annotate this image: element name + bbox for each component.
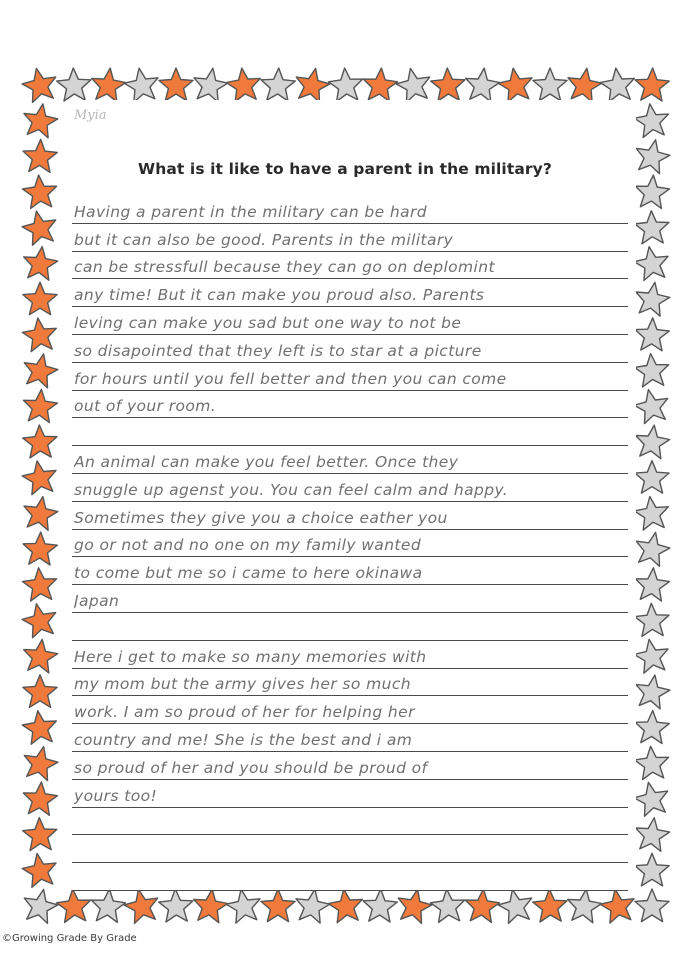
ruled-line bbox=[72, 335, 628, 363]
orange-star-icon bbox=[23, 532, 57, 565]
orange-star-icon bbox=[431, 68, 465, 101]
page-title: What is it like to have a parent in the military? bbox=[138, 160, 552, 178]
gray-star-icon bbox=[636, 425, 670, 459]
ruled-line bbox=[72, 252, 628, 280]
orange-star-icon bbox=[296, 68, 330, 102]
handwritten-text: Japan bbox=[74, 591, 120, 610]
handwritten-text: Having a parent in the military can be hard bbox=[74, 202, 428, 221]
orange-star-icon bbox=[23, 175, 57, 208]
gray-star-icon bbox=[329, 68, 363, 101]
ruled-line bbox=[72, 224, 628, 252]
ruled-line bbox=[72, 418, 628, 446]
handwritten-text: out of your room. bbox=[74, 397, 217, 416]
gray-star-icon bbox=[261, 68, 295, 101]
orange-star-icon bbox=[498, 68, 532, 102]
ruled-line bbox=[72, 502, 628, 530]
gray-star-icon bbox=[635, 568, 669, 601]
orange-star-icon bbox=[226, 68, 260, 102]
gray-star-icon bbox=[498, 889, 532, 923]
gray-star-icon bbox=[600, 68, 634, 102]
handwritten-text: snuggle up agenst you. You can feel calm and happy. bbox=[74, 480, 509, 499]
orange-star-icon bbox=[24, 639, 58, 673]
orange-star-icon bbox=[398, 889, 432, 923]
handwritten-text: for hours until you fell better and then you can come bbox=[74, 369, 507, 388]
handwritten-text: Sometimes they give you a choice eather you bbox=[74, 508, 448, 527]
gray-star-icon bbox=[57, 68, 91, 101]
orange-star-icon bbox=[635, 68, 669, 101]
ruled-line bbox=[72, 307, 628, 335]
writer-name: Myia bbox=[74, 108, 107, 123]
ruled-line bbox=[72, 835, 628, 863]
gray-star-icon bbox=[635, 175, 669, 208]
ruled-line bbox=[72, 363, 628, 391]
gray-star-icon bbox=[634, 247, 668, 281]
handwritten-text: go or not and no one on my family wanted bbox=[74, 536, 422, 555]
orange-star-icon bbox=[22, 318, 56, 352]
gray-star-icon bbox=[634, 497, 668, 531]
orange-star-icon bbox=[23, 282, 57, 315]
orange-star-icon bbox=[22, 461, 56, 495]
ruled-line bbox=[72, 585, 628, 613]
orange-star-icon bbox=[24, 247, 58, 281]
gray-star-icon bbox=[636, 818, 670, 852]
orange-star-icon bbox=[23, 782, 57, 815]
gray-star-icon bbox=[91, 889, 125, 922]
gray-star-icon bbox=[635, 354, 669, 387]
orange-star-icon bbox=[261, 889, 295, 922]
gray-star-icon bbox=[636, 532, 670, 566]
gray-star-icon bbox=[159, 889, 193, 922]
orange-star-icon bbox=[600, 889, 634, 923]
orange-star-icon bbox=[328, 889, 362, 923]
orange-star-icon bbox=[23, 675, 57, 708]
ruled-line bbox=[72, 557, 628, 585]
orange-star-icon bbox=[22, 854, 56, 888]
ruled-line bbox=[72, 391, 628, 419]
handwritten-text: to come but me so i came to here okinawa bbox=[74, 564, 423, 583]
orange-star-icon bbox=[465, 889, 499, 922]
gray-star-icon bbox=[635, 603, 669, 636]
gray-star-icon bbox=[635, 746, 669, 779]
handwritten-text: my mom but the army gives her so much bbox=[74, 675, 411, 694]
orange-star-icon bbox=[22, 604, 56, 638]
gray-star-icon bbox=[636, 675, 670, 709]
ruled-line bbox=[72, 474, 628, 502]
ruled-line bbox=[72, 279, 628, 307]
gray-star-icon bbox=[226, 889, 260, 923]
gray-star-icon bbox=[296, 889, 330, 923]
orange-star-icon bbox=[568, 68, 602, 102]
orange-star-icon bbox=[24, 747, 58, 781]
ruled-line bbox=[72, 724, 628, 752]
gray-star-icon bbox=[635, 889, 669, 922]
handwritten-text: leving can make you sad but one way to not be bbox=[74, 313, 462, 332]
orange-star-icon bbox=[363, 68, 397, 101]
orange-star-icon bbox=[57, 889, 91, 922]
gray-star-icon bbox=[533, 68, 567, 101]
ruled-line bbox=[72, 780, 628, 808]
ruled-line bbox=[72, 530, 628, 558]
handwritten-text: An animal can make you feel better. Once they bbox=[74, 452, 459, 471]
orange-star-icon bbox=[23, 568, 57, 601]
handwritten-text: yours too! bbox=[74, 786, 158, 805]
ruled-line bbox=[72, 696, 628, 724]
gray-star-icon bbox=[634, 390, 668, 424]
handwritten-text: but it can also be good. Parents in the military bbox=[74, 230, 454, 249]
orange-star-icon bbox=[24, 104, 58, 138]
orange-star-icon bbox=[22, 211, 56, 245]
handwritten-text: country and me! She is the best and i am bbox=[74, 730, 413, 749]
gray-star-icon bbox=[24, 889, 58, 923]
gray-star-icon bbox=[396, 68, 430, 102]
gray-star-icon bbox=[634, 782, 668, 816]
gray-star-icon bbox=[466, 68, 500, 102]
gray-star-icon bbox=[634, 639, 668, 673]
orange-star-icon bbox=[22, 68, 56, 102]
ruled-lines bbox=[72, 196, 628, 891]
orange-star-icon bbox=[23, 425, 57, 458]
gray-star-icon bbox=[635, 853, 669, 886]
orange-star-icon bbox=[194, 889, 228, 923]
gray-star-icon bbox=[635, 318, 669, 351]
orange-star-icon bbox=[24, 354, 58, 388]
orange-star-icon bbox=[23, 389, 57, 422]
gray-star-icon bbox=[363, 889, 397, 922]
ruled-line bbox=[72, 669, 628, 697]
gray-star-icon bbox=[194, 68, 228, 102]
handwritten-text: work. I am so proud of her for helping her bbox=[74, 703, 415, 722]
ruled-line bbox=[72, 613, 628, 641]
orange-star-icon bbox=[23, 818, 57, 851]
ruled-line bbox=[72, 808, 628, 836]
handwritten-text: can be stressfull because they can go on deplomint bbox=[74, 258, 495, 277]
gray-star-icon bbox=[634, 104, 668, 138]
handwritten-text: any time! But it can make you proud also. Parents bbox=[74, 286, 485, 305]
ruled-line bbox=[72, 196, 628, 224]
handwritten-text: so proud of her and you should be proud of bbox=[74, 758, 428, 777]
gray-star-icon bbox=[568, 889, 602, 923]
ruled-line bbox=[72, 446, 628, 474]
orange-star-icon bbox=[159, 68, 193, 101]
copyright-footer: ©Growing Grade By Grade bbox=[2, 933, 137, 944]
orange-star-icon bbox=[22, 711, 56, 745]
ruled-line bbox=[72, 641, 628, 669]
gray-star-icon bbox=[635, 211, 669, 244]
orange-star-icon bbox=[124, 889, 158, 923]
orange-star-icon bbox=[24, 497, 58, 531]
gray-star-icon bbox=[635, 461, 669, 494]
orange-star-icon bbox=[533, 889, 567, 922]
gray-star-icon bbox=[431, 889, 465, 922]
gray-star-icon bbox=[124, 68, 158, 102]
ruled-line bbox=[72, 752, 628, 780]
gray-star-icon bbox=[635, 711, 669, 744]
handwritten-text: so disapointed that they left is to star at a picture bbox=[74, 341, 482, 360]
gray-star-icon bbox=[636, 282, 670, 316]
handwritten-text: Here i get to make so many memories with bbox=[74, 647, 427, 666]
ruled-line bbox=[72, 863, 628, 891]
orange-star-icon bbox=[92, 68, 126, 102]
